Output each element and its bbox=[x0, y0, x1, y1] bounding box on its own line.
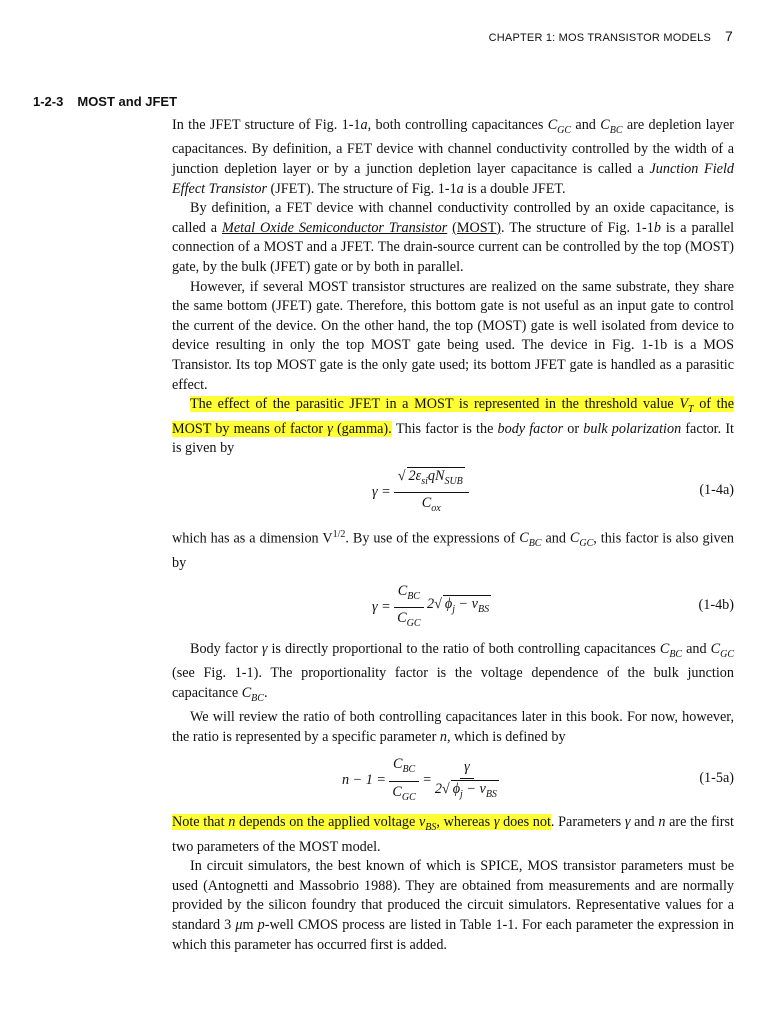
equation-1-5a: n − 1 = $\frac{C_{BC}}{C_{GC}}$ = $\frac{\gamma}{2√ \phi_j - v_{BS}}$ (1-5a) bbox=[342, 756, 734, 803]
section-heading bbox=[33, 94, 177, 109]
equation-1-4b: γ = $\frac{C_{BC}}{C_{GC}}$ 2√ $\phi_j - v_{BS}$ (1-4b) bbox=[372, 582, 734, 629]
paragraph-3: However, if several MOST transistor structures are realized on the same substrate, they share the same bottom (JFET) gate. Therefore, this bottom gate is not useful as an input gate to control the current of the device. On the other hand, the top (MOST) gate is well isolated from device to device resulting in only the top MOST gate being used. The device in Fig. 1-1b is a MOS Transistor. Its top MOST gate is the only gate used; its bottom JFET gate is handled as a parasitic effect. bbox=[172, 278, 734, 393]
paragraph-4: The effect of the parasitic JFET in a MOST is represented in the threshold value $V_T$ of the MOST by means of factor γ (gamma). This factor is the body factor or bulk polarization factor. It is given by bbox=[172, 396, 734, 457]
equation-1-4a: γ = $\frac{√ 2\varepsilon_{si}qN_{SUB}}{C_{ox}}$ (1-4a) bbox=[372, 467, 734, 514]
highlight-gamma: The effect of the parasitic JFET in a MOST is represented in the threshold value $V_T$ of the MOST by means of factor γ (gamma). bbox=[172, 396, 734, 437]
paragraph-1: In the JFET structure of Fig. 1-1a, both controlling capacitances $C_{GC}$ and $C_{BC}$ are depletion layer capacitances. By definition, a FET device with channel conductivity controlled by the width of a junction depletion layer or by a junction depletion layer capacitance is called a Junction Field Effect Transistor (JFET). The structure of Fig. 1-1a is a double JFET. bbox=[172, 117, 734, 197]
section-title: MOST and JFET bbox=[77, 94, 178, 109]
paragraph-8: Note that n depends on the applied voltage $v_{BS}$, whereas γ does not. Parameters γ and n are the first two parameters of the MOST model. bbox=[172, 814, 734, 855]
chapter-title: CHAPTER 1: MOS TRANSISTOR MODELS bbox=[488, 32, 711, 44]
paragraph-5: which has as a dimension $V^{1/2}$. By use of the expressions of $C_{BC}$ and $C_{GC}$, this factor is also given by bbox=[172, 528, 734, 571]
paragraph-6: Body factor γ is directly proportional to the ratio of both controlling capacitances $C_{BC}$ and $C_{GC}$ (see Fig. 1-1). The proportionality factor is the voltage dependence of the bulk junction capacitance $C_{BC}$. bbox=[172, 640, 734, 704]
body-text bbox=[172, 116, 734, 955]
section-number: 1-2-3 bbox=[33, 94, 64, 109]
equation-label: (1-4a) bbox=[699, 481, 734, 498]
paragraph-7: We will review the ratio of both controlling capacitances later in this book. For now, however, the ratio is represented by a specific parameter n, which is defined by bbox=[172, 708, 734, 745]
equation-label: (1-4b) bbox=[698, 596, 734, 613]
paragraph-9: In circuit simulators, the best known of which is SPICE, MOS transistor parameters must be used (Antognetti and Massobrio 1988). They are obtained from measurements and are normally provided by the silicon foundry that produced the circuit simulators. Representative values for a standard 3 μm p-well CMOS process are listed in Table 1-1. For each parameter the expression in which this parameter has occurred first is added. bbox=[172, 858, 734, 953]
highlight-note: Note that n depends on the applied voltage $v_{BS}$, whereas γ does not bbox=[172, 814, 551, 833]
running-header bbox=[0, 28, 733, 44]
equation-label: (1-5a) bbox=[699, 770, 734, 787]
paragraph-2: By definition, a FET device with channel conductivity controlled by an oxide capacitance, is called a Metal Oxide Semiconductor Transistor (MOST). The structure of Fig. 1-1b is a parallel connection of a MOST and a JFET. The drain-source current can be controlled by the top (MOST) gate, by the bulk (JFET) gate or by both in parallel. bbox=[172, 200, 735, 275]
page-number: 7 bbox=[725, 28, 733, 44]
